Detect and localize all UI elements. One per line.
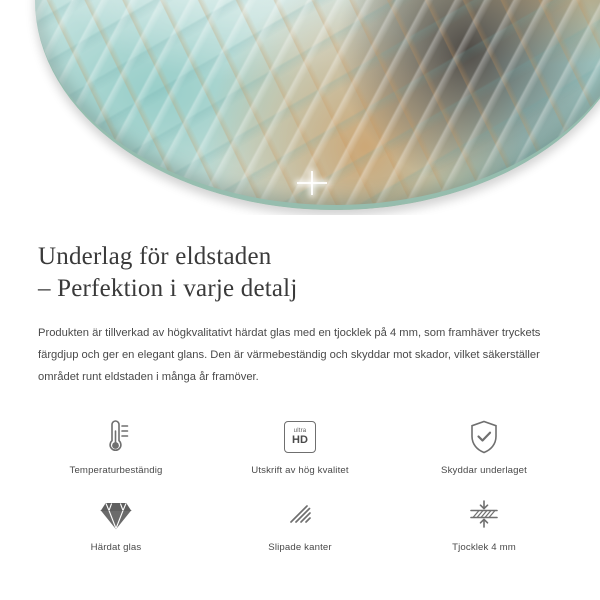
ultra-hd-badge-icon: [208, 415, 392, 459]
feature-item-print-quality: [208, 415, 392, 476]
page-title-line-1: Underlag för eldstaden: [38, 243, 272, 270]
hero-image-section: [0, 0, 600, 215]
feature-item-thickness: [392, 492, 576, 553]
badge-bottom-text: HD: [292, 433, 308, 446]
page-title: [38, 241, 562, 305]
text-content-section: [0, 215, 600, 389]
feature-item-polished-edges: [208, 492, 392, 553]
page-title-line-2: – Perfektion i varje detalj: [38, 275, 298, 302]
feature-label: Skyddar underlaget: [441, 464, 527, 476]
feature-item-surface-protection: [392, 415, 576, 476]
badge-top-text: ultra: [293, 427, 307, 434]
feature-label: Utskrift av hög kvalitet: [251, 464, 349, 476]
thermometer-icon: [24, 415, 208, 459]
feature-label: Tjocklek 4 mm: [452, 541, 516, 553]
feature-label: Slipade kanter: [268, 541, 332, 553]
polished-edges-icon: [208, 492, 392, 536]
marble-glass-hearth-pad-image: [35, 0, 600, 210]
feature-label: Härdat glas: [90, 541, 142, 553]
feature-label: Temperaturbeständig: [69, 464, 163, 476]
shield-check-icon: [392, 415, 576, 459]
feature-grid: [0, 415, 600, 553]
product-description: Produkten är tillverkad av högkvalitativt härdat glas med en tjocklek på 4 mm, som framhäver tryckets färgdjup och ger en elegant glans. Den är värmebeständig och skyddar mot skador, vilket säkerställer området runt eldstaden i många år framöver.: [38, 327, 541, 383]
feature-item-temperature: [24, 415, 208, 476]
diamond-icon: [24, 492, 208, 536]
thickness-arrows-icon: [392, 492, 576, 536]
feature-item-tempered-glass: [24, 492, 208, 553]
